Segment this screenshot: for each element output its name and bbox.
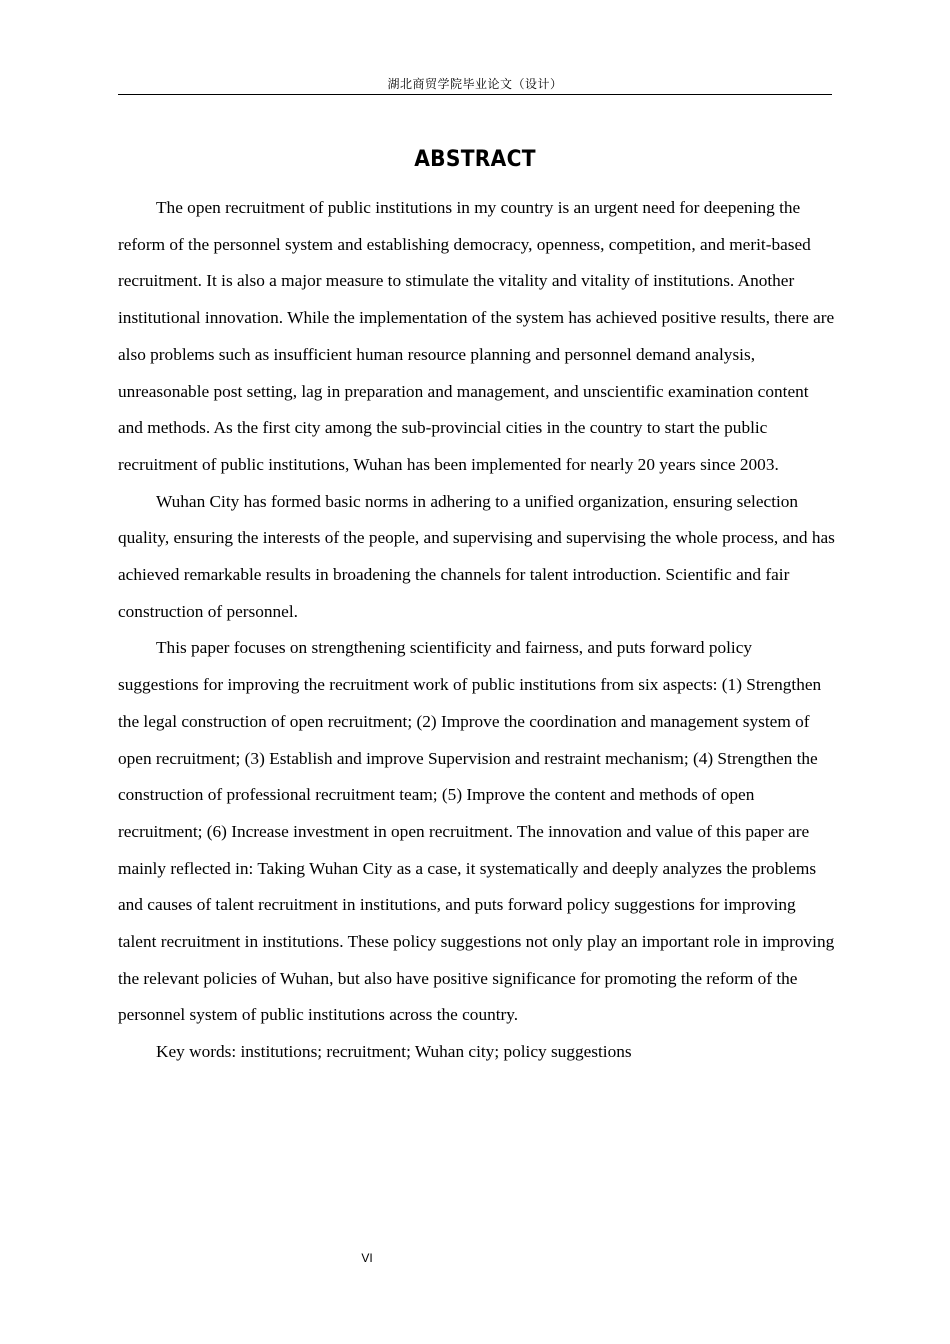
abstract-title: ABSTRACT <box>414 147 536 172</box>
page-header: 湖北商贸学院毕业论文（设计） <box>387 77 563 91</box>
header-divider <box>118 94 832 95</box>
abstract-paragraph-3: This paper focuses on strengthening scientificity and fairness, and puts forward policy suggestions for improving the recruitment work of public institutions from six aspects: (1) Strengthen the legal construction of open recruitment; (2) Improve the coordination and management system of open recruitment; (3) Establish and improve Supervision and restraint mechanism; (4) Strengthen the construction of professional recruitment team; (5) Improve the content and methods of open recruitment; (6) Increase investment in open recruitment. The innovation and value of this paper are mainly reflected in: Taking Wuhan City as a case, it systematically and deeply analyzes the problems and causes of talent recruitment in institutions, and puts forward policy suggestions for improving talent recruitment in institutions. These policy suggestions not only play an important role in improving the relevant policies of Wuhan, but also have positive significance for promoting the reform of the personnel system of public institutions across the country. <box>118 638 835 1025</box>
abstract-body <box>118 190 836 1071</box>
page-number: VI <box>361 1251 373 1265</box>
abstract-paragraph-1: The open recruitment of public institutions in my country is an urgent need for deepening the reform of the personnel system and establishing democracy, openness, competition, and merit-based recruitment. It is also a major measure to stimulate the vitality and vitality of institutions. Another institutional innovation. While the implementation of the system has achieved positive results, there are also problems such as insufficient human resource planning and personnel demand analysis, unreasonable post setting, lag in preparation and management, and unscientific examination content and methods. As the first city among the sub-provincial cities in the country to start the public recruitment of public institutions, Wuhan has been implemented for nearly 20 years since 2003. <box>118 198 835 474</box>
abstract-paragraph-2: Wuhan City has formed basic norms in adhering to a unified organization, ensuring selection quality, ensuring the interests of the people, and supervising and supervising the whole process, and has achieved remarkable results in broadening the channels for talent introduction. Scientific and fair construction of personnel. <box>118 491 835 621</box>
keywords-line: Key words: institutions; recruitment; Wuhan city; policy suggestions <box>156 1042 632 1062</box>
